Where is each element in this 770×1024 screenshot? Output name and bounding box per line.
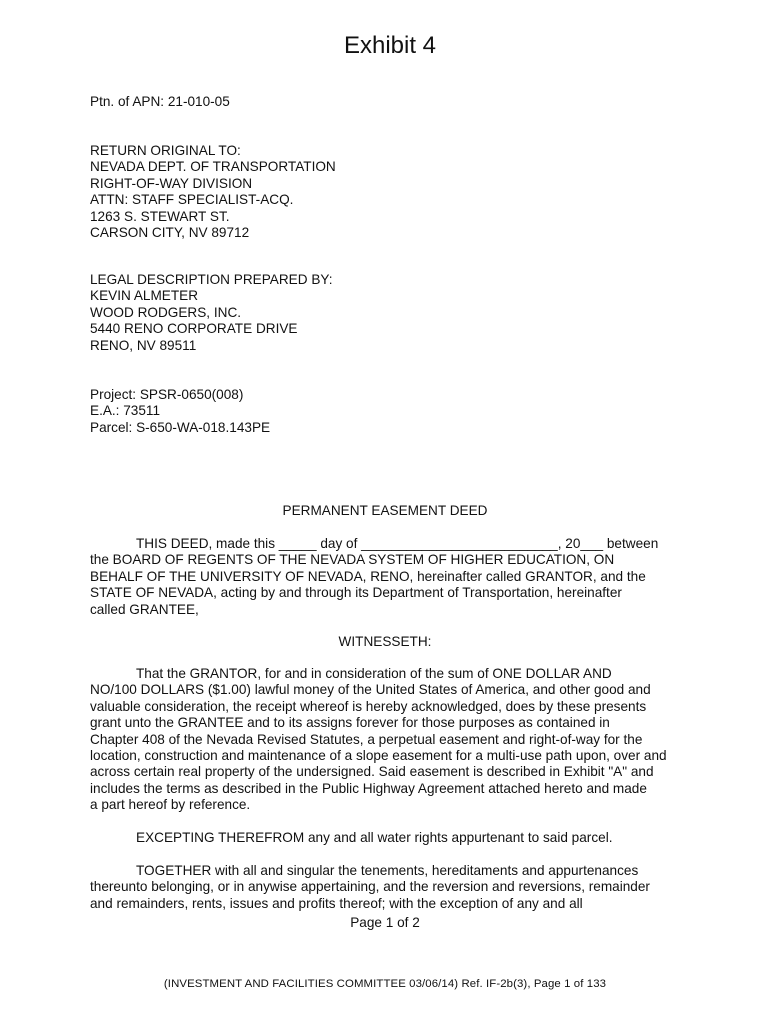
project-line: Parcel: S-650-WA-018.143PE bbox=[90, 419, 271, 435]
return-to-line: ATTN: STAFF SPECIALIST-ACQ. bbox=[90, 192, 294, 208]
paragraph-line: and remainders, rents, issues and profits thereof; with the exception of any and all bbox=[90, 895, 583, 911]
prepared-by-line: LEGAL DESCRIPTION PREPARED BY: bbox=[90, 272, 333, 287]
committee-footer: (INVESTMENT AND FACILITIES COMMITTEE 03/06/14) Ref. IF-2b(3), Page 1 of 133 bbox=[163, 978, 607, 990]
apn-line bbox=[90, 94, 690, 110]
return-to-line: 1263 S. STEWART ST. bbox=[90, 208, 230, 224]
deed-title: PERMANENT EASEMENT DEED bbox=[282, 503, 488, 518]
paragraph-line: TOGETHER with all and singular the tenements, hereditaments and appurtenances bbox=[136, 863, 639, 878]
paragraph-line: thereunto belonging, or in anywise appertaining, and the reversion and reversions, remainder bbox=[90, 879, 650, 895]
project-info bbox=[90, 387, 690, 436]
paragraph-line: a part hereof by reference. bbox=[90, 797, 251, 813]
paragraph-line: the BOARD OF REGENTS OF THE NEVADA SYSTEM OF HIGHER EDUCATION, ON bbox=[90, 552, 615, 568]
return-to-line: CARSON CITY, NV 89712 bbox=[90, 225, 250, 241]
prepared-by-line: WOOD RODGERS, INC. bbox=[90, 304, 242, 320]
project-line: Project: SPSR-0650(008) bbox=[90, 387, 244, 402]
excepting-paragraph bbox=[90, 830, 690, 846]
return-to-line: NEVADA DEPT. OF TRANSPORTATION bbox=[90, 159, 336, 175]
exhibit-title: Exhibit 4 bbox=[343, 32, 437, 59]
project-line: E.A.: 73511 bbox=[90, 403, 161, 419]
paragraph-line: THIS DEED, made this _____ day of __________________________, 20___ between bbox=[136, 536, 659, 551]
paragraph-line: BEHALF OF THE UNIVERSITY OF NEVADA, RENO, hereinafter called GRANTOR, and the bbox=[90, 568, 646, 584]
paragraph-line: grant unto the GRANTEE and to its assigns forever for those purposes as contained in bbox=[90, 715, 610, 731]
paragraph-line: location, construction and maintenance of a slope easement for a multi-use path upon, over and bbox=[90, 748, 667, 764]
paragraph-line: NO/100 DOLLARS ($1.00) lawful money of the United States of America, and other good and bbox=[90, 682, 651, 698]
paragraph-line: EXCEPTING THEREFROM any and all water rights appurtenant to said parcel. bbox=[136, 830, 613, 845]
prepared-by-line: KEVIN ALMETER bbox=[90, 288, 199, 304]
return-to-line: RETURN ORIGINAL TO: bbox=[90, 143, 241, 158]
consideration-paragraph bbox=[90, 666, 690, 814]
together-paragraph bbox=[90, 863, 690, 912]
return-to-line: RIGHT-OF-WAY DIVISION bbox=[90, 175, 253, 191]
prepared-by-line: RENO, NV 89511 bbox=[90, 337, 197, 353]
apn-text: Ptn. of APN: 21-010-05 bbox=[90, 94, 230, 109]
paragraph-line: valuable consideration, the receipt whereof is hereby acknowledged, does by these presents bbox=[90, 698, 647, 714]
prepared-by-line: 5440 RENO CORPORATE DRIVE bbox=[90, 321, 298, 337]
paragraph-line: called GRANTEE, bbox=[90, 601, 199, 617]
return-to-address bbox=[90, 143, 690, 241]
prepared-by-address bbox=[90, 272, 690, 354]
deed-intro-paragraph bbox=[90, 536, 690, 618]
paragraph-line: across certain real property of the undersigned. Said easement is described in Exhibit "A" and bbox=[90, 764, 654, 780]
paragraph-line: includes the terms as described in the Public Highway Agreement attached hereto and made bbox=[90, 780, 647, 796]
page-number: Page 1 of 2 bbox=[350, 915, 420, 930]
paragraph-line: Chapter 408 of the Nevada Revised Statutes, a perpetual easement and right-of-way for the bbox=[90, 731, 643, 747]
witnesseth-heading: WITNESSETH: bbox=[338, 634, 432, 649]
paragraph-line: That the GRANTOR, for and in consideration of the sum of ONE DOLLAR AND bbox=[136, 666, 612, 681]
paragraph-line: STATE OF NEVADA, acting by and through its Department of Transportation, hereinafter bbox=[90, 585, 622, 601]
